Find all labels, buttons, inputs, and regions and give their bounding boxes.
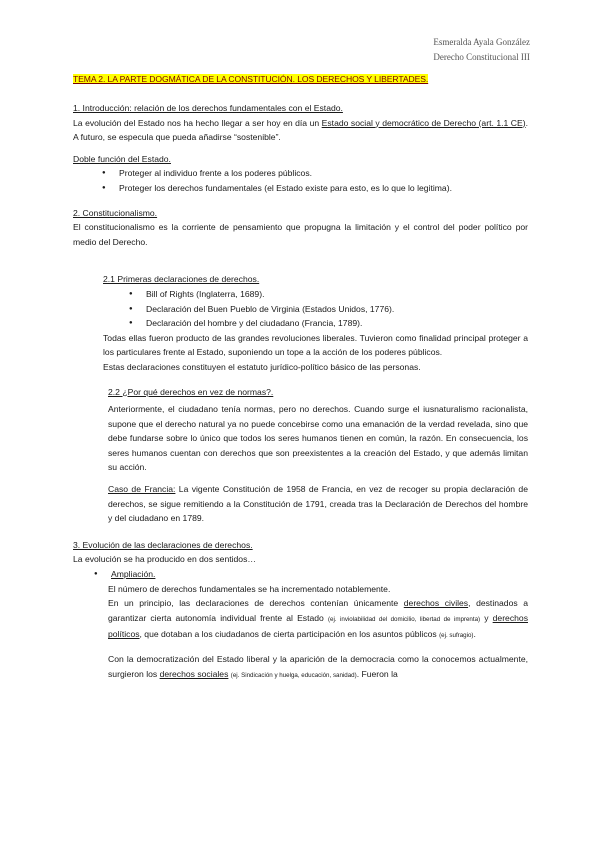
list-item: ● Declaración del hombre y del ciudadano (Francia, 1789). (146, 316, 528, 331)
document-title: TEMA 2. LA PARTE DOGMÁTICA DE LA CONSTITUCIÓN. LOS DERECHOS Y LIBERTADES. (73, 74, 429, 84)
subsection-2-2-heading: 2.2 ¿Por qué derechos en vez de normas?. (108, 386, 274, 397)
subsection-2-2 (73, 385, 528, 526)
author-name: Esmeralda Ayala González (433, 37, 530, 47)
page-header (433, 35, 530, 65)
evolucion-list (111, 567, 528, 582)
subsection-2-1-paragraph: Todas ellas fueron producto de las grandes revoluciones liberales. Tuvieron como finalidad principal proteger a los particulares frente al Estado, suponiendo un tope a la acción de los poderes públicos. (103, 332, 528, 358)
list-item: ● Proteger los derechos fundamentales (el Estado existe para esto, es lo que lo legitima). (119, 181, 528, 196)
caso-francia-label: Caso de Francia: (108, 484, 176, 495)
subsection-2-1 (73, 272, 528, 374)
subsection-2-2-paragraph: Anteriormente, el ciudadano tenía normas, pero no derechos. Cuando surge el iusnaturalismo racionalista, supone que el derecho natural ya no puede concebirse como una emanación de la verdad revelada, sino que debe fundarse sobre lo único que todos los seres humanos tienen en común, la razón. En consecuencia, los seres humanos cuentan con derechos que son preexistentes a la creación del Estado, y que además limitan su acción. (108, 404, 528, 473)
derechos-civiles-term: derechos civiles (403, 598, 469, 609)
list-item: ● Bill of Rights (Inglaterra, 1689). (146, 287, 528, 302)
list-item: ● Declaración del Buen Pueblo de Virginia (Estados Unidos, 1776). (146, 302, 528, 317)
ampliacion-paragraph-3: Con la democratización del Estado liberal y la aparición de la democracia como la conocemos actualmente, surgieron los derechos sociales (ej. Sindicación y huelga, educación, sanidad). Fueron la (108, 654, 528, 679)
estado-social-reference: Estado social y democrático de Derecho (art. 1.1 CE) (321, 117, 526, 128)
section-2-heading: 2. Constitucionalismo. (73, 207, 158, 218)
caso-francia-paragraph: Caso de Francia: La vigente Constitución de 1958 de Francia, en vez de recoger su propia declaración de derechos, se sigue remitiendo a la Constitución de 1791, creada tras la Declaración de Derechos del hombre y del ciudadano en 1789. (108, 484, 528, 524)
ampliacion-body (73, 582, 528, 684)
course-name: Derecho Constitucional III (433, 52, 530, 62)
list-item: ● Proteger al individuo frente a los poderes públicos. (119, 166, 528, 181)
ampliacion-paragraph-2: En un principio, las declaraciones de derechos contenían únicamente derechos civiles, destinados a garantizar cierta autonomía individual frente al Estado (ej. inviolabilidad del domicilio, libertad de imprenta) y derechos políticos, que dotaban a los ciudadanos de cierta participación en los asuntos públicos (ej. sufragio). (108, 598, 528, 640)
derechos-sociales-term: derechos sociales (159, 668, 229, 679)
section-3-intro: La evolución se ha producido en dos sentidos… (73, 554, 256, 565)
section-1-paragraph: La evolución del Estado nos ha hecho llegar a ser hoy en día un Estado social y democrático de Derecho (art. 1.1 CE). A futuro, se especula que pueda añadirse “sostenible”. (73, 117, 528, 143)
declaraciones-list (146, 287, 528, 331)
section-2-paragraph: El constitucionalismo es la corriente de pensamiento que propugna la limitación y el control del poder político por medio del Derecho. (73, 222, 528, 247)
ampliacion-paragraph-1: El número de derechos fundamentales se ha incrementado notablemente. (108, 583, 391, 594)
subsection-2-1-heading: 2.1 Primeras declaraciones de derechos. (103, 274, 260, 285)
doble-funcion-list (119, 166, 528, 195)
section-1-heading: 1. Introducción: relación de los derechos fundamentales con el Estado. (73, 103, 343, 113)
document-body (73, 74, 528, 683)
subsection-2-1-paragraph-2: Estas declaraciones constituyen el estatuto jurídico-político básico de las personas. (103, 361, 421, 372)
section-3-heading: 3. Evolución de las declaraciones de derechos. (73, 539, 253, 550)
derechos-politicos-term: derechos políticos (108, 612, 528, 640)
doble-funcion-subheading: Doble función del Estado. (73, 153, 171, 164)
ampliacion-item: ● Ampliación. (111, 567, 528, 582)
